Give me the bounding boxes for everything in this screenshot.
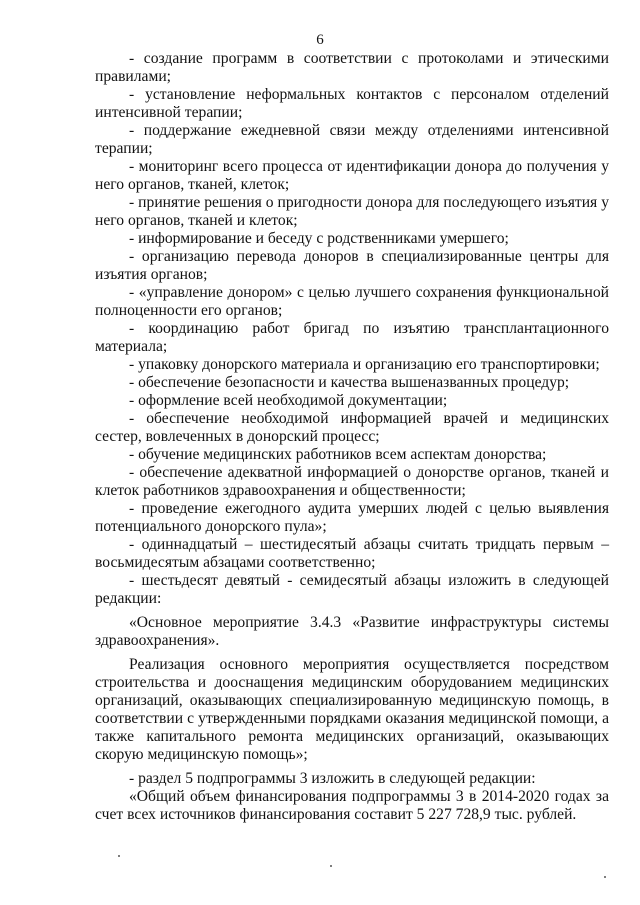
list-item-11: - обеспечение безопасности и качества вышеназванных процедур; <box>129 374 570 391</box>
page-number: 6 <box>316 32 324 48</box>
financing-total: «Общий объем финансирования подпрограммы 3 в 2014-2020 годах за счет всех источников финансирования составит 5 227 728,9 тыс. рублей. <box>95 788 609 823</box>
list-item-1: - создание программ в соответствии с протоколами и этическими правилами; <box>95 50 609 85</box>
list-item-5: - принятие решения о пригодности донора для последующего изъятия у него органов, тканей и клеток; <box>95 194 609 229</box>
list-item-3: - поддержание ежедневной связи между отделениями интенсивной терапии; <box>95 122 609 157</box>
section-description: Реализация основного мероприятия осуществляется посредством строительства и дооснащения медицинским оборудованием медицинских организаций, оказывающих специализированную медицинскую помощь, в соответствии с утвержденными порядками оказания медицинской помощи, а также капитального ремонта медицинских организаций, оказывающих скорую медицинскую помощь»; <box>95 656 609 763</box>
list-item-4: - мониторинг всего процесса от идентификации донора до получения у него органов, тканей, клеток; <box>95 158 609 193</box>
scan-speck <box>604 876 606 878</box>
list-item-2: - установление неформальных контактов с персоналом отделений интенсивной терапии; <box>95 86 609 121</box>
section-heading-3-4-3: «Основное мероприятие 3.4.3 «Развитие инфраструктуры системы здравоохранения». <box>95 614 609 649</box>
list-item-6: - информирование и беседу с родственниками умершего; <box>129 230 509 247</box>
list-item-10: - упаковку донорского материала и организацию его транспортировки; <box>129 356 600 373</box>
list-item-13: - обеспечение необходимой информацией врачей и медицинских сестер, вовлеченных в донорский процесс; <box>95 410 609 445</box>
scan-speck <box>330 865 332 867</box>
list-item-12: - оформление всей необходимой документации; <box>129 392 448 409</box>
document-body <box>95 50 609 824</box>
list-item-16: - проведение ежегодного аудита умерших людей с целью выявления потенциального донорского пула»; <box>95 500 609 535</box>
amendment-section-5: - раздел 5 подпрограммы 3 изложить в следующей редакции: <box>129 770 536 787</box>
amendment-replace: - шестьдесят девятый - семидесятый абзацы изложить в следующей редакции: <box>95 572 609 607</box>
list-item-7: - организацию перевода доноров в специализированные центры для изъятия органов; <box>95 248 609 283</box>
list-item-8: - «управление донором» с целью лучшего сохранения функциональной полноценности его органов; <box>95 284 609 319</box>
list-item-14: - обучение медицинских работников всем аспектам донорства; <box>129 446 547 463</box>
amendment-renumber: - одиннадцатый – шестидесятый абзацы считать тридцать первым – восьмидесятым абзацами соответственно; <box>95 536 609 571</box>
scan-speck <box>118 855 120 857</box>
list-item-9: - координацию работ бригад по изъятию трансплантационного материала; <box>95 320 609 355</box>
list-item-15: - обеспечение адекватной информацией о донорстве органов, тканей и клеток работников здравоохранения и общественности; <box>95 464 609 499</box>
